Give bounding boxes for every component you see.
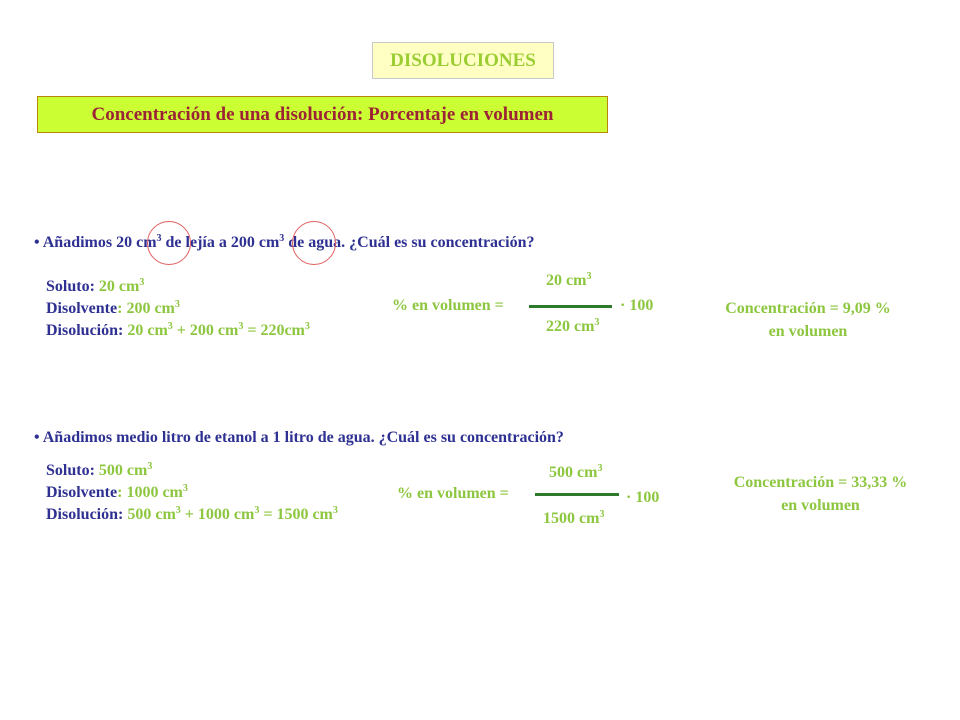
formula-label-2: % en volumen = (397, 485, 509, 502)
numerator-1 (546, 272, 591, 290)
result-line: en volumen (781, 497, 860, 514)
superscript: 3 (238, 321, 244, 332)
disolucion-value: 20 cm (127, 322, 168, 339)
highlight-circle (147, 221, 191, 265)
disolvente-value: : 1000 cm (117, 484, 183, 501)
data-list-1 (46, 276, 310, 342)
soluto-label: Soluto: (46, 278, 95, 295)
superscript: 3 (279, 233, 285, 244)
result-line: Concentración = 33,33 % (733, 474, 908, 491)
superscript: 3 (254, 505, 260, 516)
numerator-text: 20 cm (546, 272, 587, 289)
superscript: 3 (597, 463, 603, 474)
superscript: 3 (139, 277, 145, 288)
denominator-1 (546, 318, 599, 336)
disolucion-label: Disolución: (46, 322, 124, 339)
fraction-bar (529, 305, 612, 308)
disolvente-label: Disolvente (46, 484, 118, 501)
question-1-part-c: de agua. ¿Cuál es su concentración? (284, 234, 535, 251)
formula-label-1: % en volumen = (392, 297, 504, 314)
multiplier-2: · 100 (626, 489, 660, 506)
superscript: 3 (174, 299, 180, 310)
result-line: en volumen (768, 323, 848, 340)
denominator-2 (543, 510, 604, 528)
disolucion-line (46, 320, 310, 342)
page-title: DISOLUCIONES (372, 42, 554, 79)
result-line: Concentración = 9,09 % (725, 300, 891, 317)
soluto-line (46, 276, 310, 298)
superscript: 3 (147, 461, 153, 472)
bullet: • (34, 429, 40, 446)
result-1 (698, 297, 918, 343)
question-1-part-b: de lejía a 200 cm (161, 234, 280, 251)
superscript: 3 (594, 317, 600, 328)
question-1-part-a: Añadimos 20 cm (42, 234, 157, 251)
denominator-text: 1500 cm (543, 510, 600, 527)
disolucion-value: = 1500 cm (259, 506, 333, 523)
disolucion-value: + 1000 cm (180, 506, 255, 523)
disolvente-label: Disolvente (46, 300, 118, 317)
highlight-circle (292, 221, 336, 265)
data-list-2 (46, 460, 338, 526)
soluto-label: Soluto: (46, 462, 95, 479)
superscript: 3 (332, 505, 338, 516)
soluto-line (46, 460, 338, 482)
section-subtitle: Concentración de una disolución: Porcentaje en volumen (37, 96, 608, 133)
numerator-text: 500 cm (549, 464, 598, 481)
superscript: 3 (304, 321, 310, 332)
question-2-text: Añadimos medio litro de etanol a 1 litro de agua. ¿Cuál es su concentración? (42, 429, 564, 446)
disolucion-value: = 220cm (243, 322, 305, 339)
superscript: 3 (156, 233, 162, 244)
superscript: 3 (599, 509, 605, 520)
superscript: 3 (586, 271, 592, 282)
multiplier-1: · 100 (620, 297, 654, 314)
bullet: • (34, 234, 40, 251)
soluto-value: 20 cm (98, 278, 140, 295)
question-1 (34, 234, 535, 252)
result-2 (708, 471, 933, 517)
disolvente-line (46, 298, 310, 320)
denominator-text: 220 cm (546, 318, 595, 335)
question-2 (34, 429, 564, 447)
numerator-2 (549, 464, 602, 482)
disolvente-line (46, 482, 338, 504)
disolucion-label: Disolución: (46, 506, 124, 523)
disolucion-line (46, 504, 338, 526)
soluto-value: 500 cm (98, 462, 148, 479)
fraction-bar (535, 493, 619, 496)
disolucion-value: + 200 cm (172, 322, 239, 339)
superscript: 3 (167, 321, 173, 332)
superscript: 3 (175, 505, 181, 516)
disolvente-value: : 200 cm (117, 300, 175, 317)
disolucion-value: 500 cm (127, 506, 176, 523)
superscript: 3 (182, 483, 188, 494)
